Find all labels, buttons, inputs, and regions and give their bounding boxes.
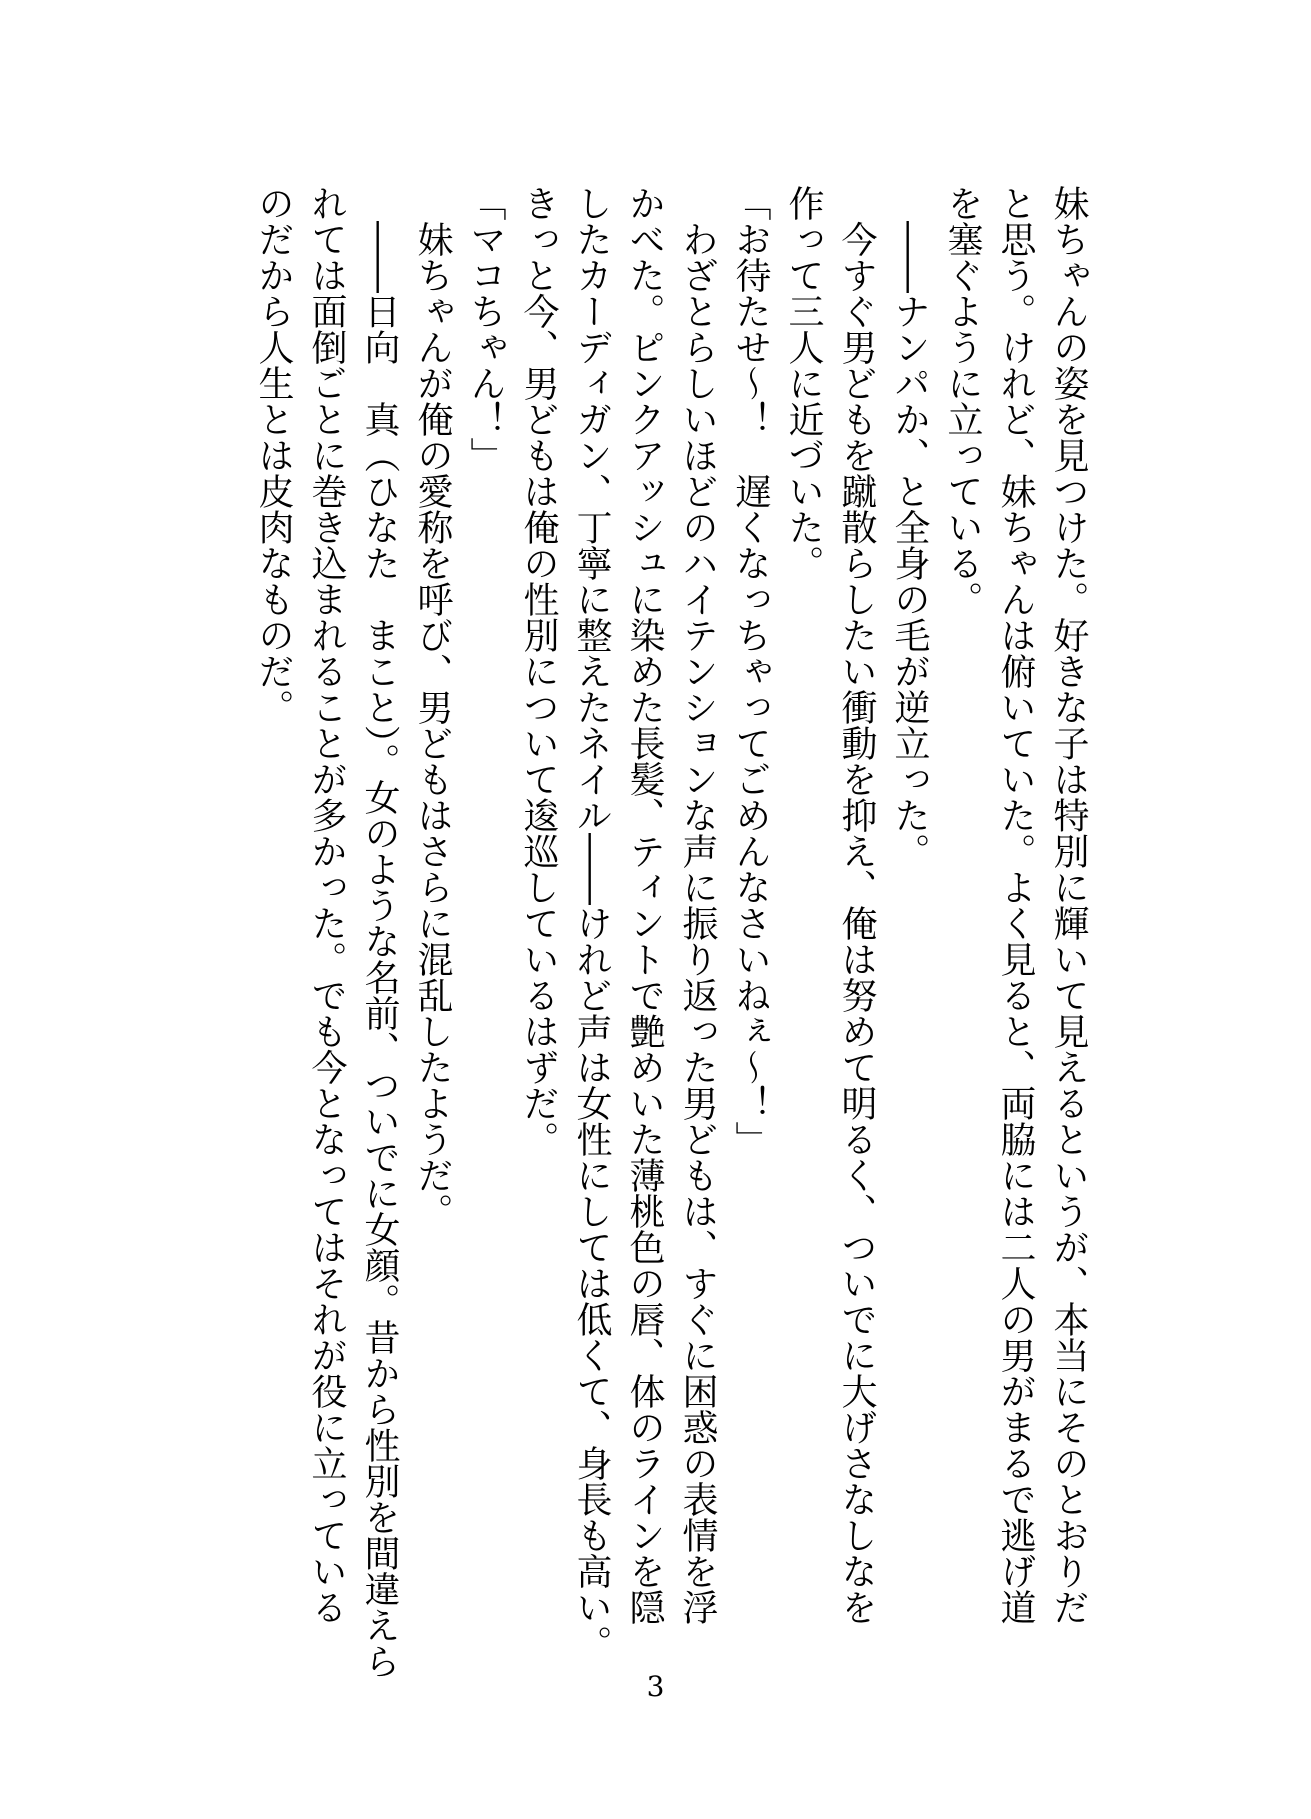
text-line: きっと今、男どもは俺の性別について逡巡しているはずだ。: [518, 185, 559, 1157]
text-line: 「お待たせ～！ 遅くなっちゃってごめんなさいねぇ～！」: [730, 185, 771, 1157]
text-line: 妹ちゃんの姿を見つけた。好きな子は特別に輝いて見えるというが、本当にそのとおりだ: [1048, 185, 1089, 1625]
text-line: ――日向 真（ひなた まこと）。女のような名前、ついでに女顔。昔から性別を間違えら: [359, 185, 400, 1679]
text-line: のだから人生とは皮肉なものだ。: [253, 185, 294, 725]
text-line: 作って三人に近づいた。: [783, 185, 824, 581]
vertical-body-text: [195, 185, 1095, 1679]
text-line: したカーディガン、丁寧に整えたネイル――けれど声は女性にしては低くて、身長も高い。: [571, 185, 612, 1661]
page-number: 3: [646, 1670, 665, 1703]
text-line: 今すぐ男どもを蹴散らしたい衝動を抑え、俺は努めて明るく、ついでに大げさなしなを: [836, 185, 877, 1625]
text-line: ――ナンパか、と全身の毛が逆立った。: [889, 185, 930, 869]
text-line: わざとらしいほどのハイテンションな声に振り返った男どもは、すぐに困惑の表情を浮: [677, 185, 718, 1625]
text-line: を塞ぐように立っている。: [942, 185, 983, 617]
text-line: れては面倒ごとに巻き込まれることが多かった。でも今となってはそれが役に立っている: [306, 185, 347, 1625]
text-line: 「マコちゃん！」: [465, 185, 506, 473]
text-line: 妹ちゃんが俺の愛称を呼び、男どもはさらに混乱したようだ。: [412, 185, 453, 1229]
text-line: と思う。けれど、妹ちゃんは俯いていた。よく見ると、両脇には二人の男がまるで逃げ道: [995, 185, 1036, 1625]
text-line: かべた。ピンクアッシュに染めた長髪、ティントで艶めいた薄桃色の唇、体のラインを隠: [624, 185, 665, 1625]
